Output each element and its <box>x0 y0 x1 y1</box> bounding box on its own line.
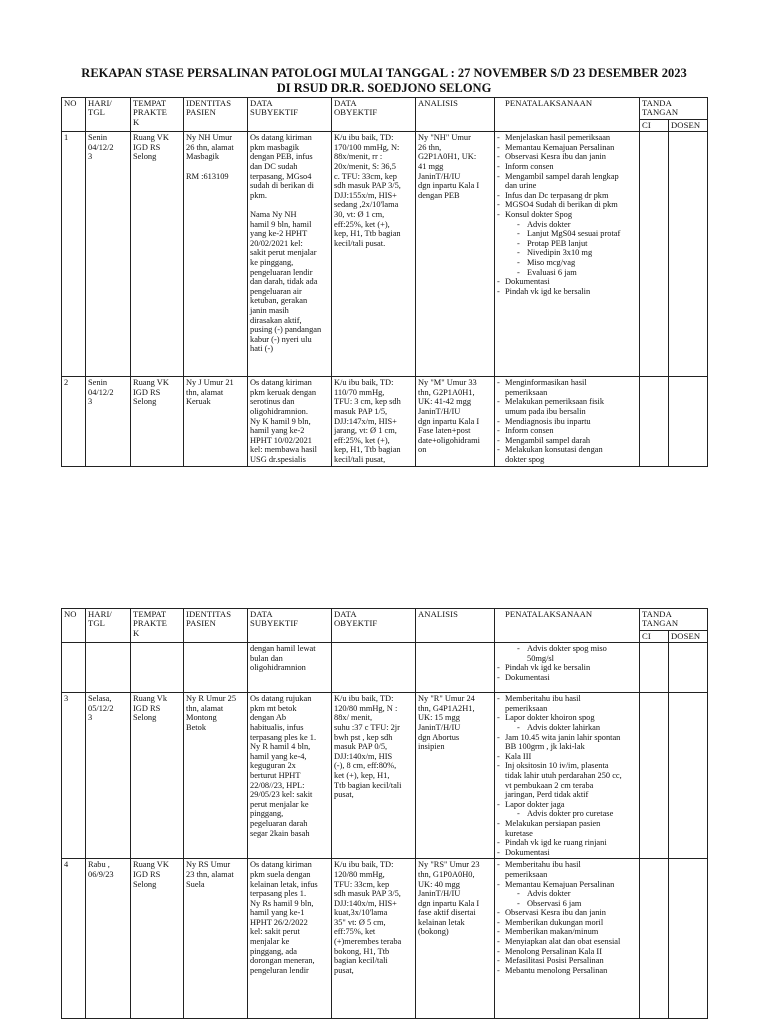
rekapan-table-page-1 <box>61 97 708 467</box>
cell-no <box>62 643 86 693</box>
plan-item: - Kala III <box>497 752 637 762</box>
cell-identitas: Ny NH Umur 26 thn, alamat Masbagik RM :613109 <box>184 132 248 377</box>
header-data-obyektif: DATA OBYEKTIF <box>332 98 416 132</box>
header-dosen: DOSEN <box>669 630 708 642</box>
plan-item: - Protap PEB lanjut <box>497 239 637 249</box>
cell-no: 3 <box>62 693 86 859</box>
cell-ci <box>640 643 669 693</box>
plan-item: - Mebantu menolong Persalinan <box>497 966 637 976</box>
plan-item: - Advis dokter pro curetase <box>497 809 637 819</box>
header-hari-tgl: HARI/ TGL <box>86 98 131 132</box>
cell-tempat: Ruang VK IGD RS Selong <box>131 859 184 1019</box>
cell-identitas: Ny RS Umur 23 thn, alamat Suela <box>184 859 248 1019</box>
plan-item: - Observasi Kesra ibu dan janin <box>497 152 637 162</box>
cell-no: 4 <box>62 859 86 1019</box>
cell-obyektif: K/u ibu baik, TD: 120/80 mmHg, TFU: 33cm, kep sdh masuk PAP 3/5, DJJ:140x/m, HIS+ kuat,3x/10'lama 35" vt: Ø 5 cm, eff:75%, ket (+)merembes teraba bokong, H1, Ttb bagian kecil/tali pusat, <box>332 859 416 1019</box>
plan-item: - Lapor dokter khoiron spog <box>497 713 637 723</box>
header-no: NO <box>62 98 86 132</box>
plan-item: - Memberitahu ibu hasil pemeriksaan <box>497 860 637 879</box>
cell-dosen <box>669 693 708 859</box>
cell-penatalaksanaan <box>495 132 640 377</box>
header-data-subyektif: DATA SUBYEKTIF <box>248 609 332 643</box>
cell-tempat: Ruang VK IGD RS Selong <box>131 377 184 466</box>
plan-item: - Melakukan konsutasi dengan dokter spog <box>497 445 637 464</box>
plan-item: - Advis dokter lahirkan <box>497 723 637 733</box>
plan-item: - Mengambil sampel darah <box>497 436 637 446</box>
cell-obyektif: K/u ibu baik, TD: 170/100 mmHg, N: 88x/menit, rr : 20x/menit, S: 36,5 c. TFU: 33cm, kep sdh masuk PAP 3/5, DJJ:155x/m, HIS+ sedang ,2x/10'lama 30, vt: Ø 1 cm, eff:25%, ket (+), kep, H1, Ttb bagian kecil/tali pusat. <box>332 132 416 377</box>
plan-item: - Lapor dokter jaga <box>497 800 637 810</box>
cell-analisis: Ny "NH" Umur 26 thn, G2P1A0H1, UK: 41 mgg JaninT/H/IU dgn inpartu Kala I dengan PEB <box>416 132 495 377</box>
plan-item: - Infus dan Dc terpasang dr pkm <box>497 191 637 201</box>
plan-item: - Advis dokter <box>497 220 637 230</box>
table-row <box>62 132 708 377</box>
plan-item: - Mengambil sampel darah lengkap dan urine <box>497 172 637 191</box>
cell-dosen <box>669 132 708 377</box>
cell-hari-tgl: Senin 04/12/2 3 <box>86 377 131 466</box>
header-hari-tgl: HARI/ TGL <box>86 609 131 643</box>
cell-subyektif: Os datang kiriman pkm keruak dengan serotinus dan oligohidramnion. Ny K hamil 9 bln, hamil yang ke-2 HPHT 10/02/2021 kel: membawa hasil USG dr.spesialis <box>248 377 332 466</box>
cell-subyektif: Os datang kiriman pkm suela dengan kelainan letak, infus terpasang ples 1. Ny Rs hamil 9 bln, hamil yang ke-1 HPHT 26/2/2022 kel: sakit perut menjalar ke pinggang, ada dorongan meneran, pengeluran lendir <box>248 859 332 1019</box>
header-identitas-pasien: IDENTITAS PASIEN <box>184 98 248 132</box>
cell-ci <box>640 377 669 466</box>
plan-item: - Evaluasi 6 jam <box>497 268 637 278</box>
cell-identitas: Ny J Umur 21 thn, alamat Keruak <box>184 377 248 466</box>
header-tanda-tangan: TANDA TANGAN <box>640 609 708 631</box>
cell-dosen <box>669 643 708 693</box>
plan-item: - Inform consen <box>497 162 637 172</box>
plan-list <box>497 860 637 975</box>
plan-item: - Pindah vk igd ke bersalin <box>497 287 637 297</box>
header-dosen: DOSEN <box>669 119 708 131</box>
cell-identitas: Ny R Umur 25 thn, alamat Montong Betok <box>184 693 248 859</box>
header-no: NO <box>62 609 86 643</box>
plan-item: - Mefasilitasi Posisi Persalinan <box>497 956 637 966</box>
header-tempat-praktek: TEMPAT PRAKTE K <box>131 609 184 643</box>
plan-item: - Konsul dokter Spog <box>497 210 637 220</box>
plan-item: - Menyiapkan alat dan obat esensial <box>497 937 637 947</box>
cell-tempat <box>131 643 184 693</box>
plan-list <box>497 644 637 682</box>
cell-ci <box>640 132 669 377</box>
plan-item: - Dokumentasi <box>497 673 637 683</box>
cell-subyektif: Os datang kiriman pkm masbagik dengan PEB, infus dan DC sudah terpasang, MGso4 sudah di berikan di pkm. Nama Ny NH hamil 9 bln, hamil yang ke-2 HPHT 20/02/2021 kel: sakit perut menjalar ke pinggang, pengeluaran lendir dan darah, tidak ada pengeluaran air ketuban, gerakan janin masih dirasakan aktif, pusing (-) pandangan kabur (-) nyeri ulu hati (-) <box>248 132 332 377</box>
table-row-continued <box>62 643 708 693</box>
cell-tempat: Ruang VK IGD RS Selong <box>131 132 184 377</box>
cell-hari-tgl: Rabu , 06/9/23 <box>86 859 131 1019</box>
cell-penatalaksanaan <box>495 377 640 466</box>
header-ci: CI <box>640 119 669 131</box>
plan-item: - Inform consen <box>497 426 637 436</box>
cell-analisis: Ny "RS" Umur 23 thn, G1P0A0H0, UK: 40 mgg JaninT/H/IU dgn inpartu Kala I fase aktif disertai kelainan letak (bokong) <box>416 859 495 1019</box>
plan-item: - Jam 10.45 wita janin lahir spontan BB 100grm , jk laki-lak <box>497 733 637 752</box>
cell-obyektif <box>332 643 416 693</box>
cell-analisis <box>416 643 495 693</box>
cell-analisis: Ny "R" Umur 24 thn, G4P1A2H1, UK: 15 mgg JaninT/H/IU dgn Abortus insipien <box>416 693 495 859</box>
document-subtitle: DI RSUD DR.R. SOEDJONO SELONG <box>276 81 492 95</box>
plan-item: - MGSO4 Sudah di berikan di pkm <box>497 200 637 210</box>
cell-obyektif: K/u ibu baik, TD: 120/80 mmHg, N : 88x/ menit, suhu :37 c TFU: 2jr bwh pst , kep sdh masuk PAP 0/5, DJJ:140x/m, HIS (-), 8 cm, eff:80%, ket (+), kep, H1, Ttb bagian kecil/tali pusat, <box>332 693 416 859</box>
cell-identitas <box>184 643 248 693</box>
header-tanda-tangan: TANDA TANGAN <box>640 98 708 120</box>
table-row <box>62 377 708 466</box>
cell-obyektif: K/u ibu baik, TD: 110/70 mmHg, TFU: 3 cm, kep sdh masuk PAP 1/5, DJJ:147x/m, HIS+ jarang, vt: Ø 1 cm, eff:25%, ket (+), kep, H1, Ttb bagian kecil/tali pusat, <box>332 377 416 466</box>
cell-no: 1 <box>62 132 86 377</box>
plan-item: - Lanjut MgS04 sesuai protaf <box>497 229 637 239</box>
plan-item: - Menginformasikan hasil pemeriksaan <box>497 378 637 397</box>
cell-dosen <box>669 859 708 1019</box>
cell-tempat: Ruang Vk IGD RS Selong <box>131 693 184 859</box>
plan-item: - Advis dokter <box>497 889 637 899</box>
plan-item: - Memantau Kemajuan Persalinan <box>497 880 637 890</box>
plan-item: - Nivedipin 3x10 mg <box>497 248 637 258</box>
cell-subyektif: dengan hamil lewat bulan dan oligohidramnion <box>248 643 332 693</box>
document-title: REKAPAN STASE PERSALINAN PATOLOGI MULAI TANGGAL : 27 NOVEMBER S/D 23 DESEMBER 2023 <box>81 66 687 80</box>
plan-item: - Menjelaskan hasil pemeriksaan <box>497 133 637 143</box>
header-ci: CI <box>640 630 669 642</box>
header-analisis: ANALISIS <box>416 609 495 643</box>
plan-list <box>497 378 637 464</box>
cell-hari-tgl <box>86 643 131 693</box>
header-penatalaksanaan: PENATALAKSANAAN <box>495 98 640 132</box>
cell-hari-tgl: Senin 04/12/2 3 <box>86 132 131 377</box>
plan-item: - Menolong Persalinan Kala II <box>497 947 637 957</box>
plan-item: - Inj oksitosin 10 iv/im, plasenta tidak lahir utuh perdarahan 250 cc, vt pembukaan 2 cm teraba jaringan, Perd tidak aktif <box>497 761 637 799</box>
header-analisis: ANALISIS <box>416 98 495 132</box>
cell-no: 2 <box>62 377 86 466</box>
header-data-obyektif: DATA OBYEKTIF <box>332 609 416 643</box>
header-tempat-praktek: TEMPAT PRAKTE K <box>131 98 184 132</box>
plan-item: - Memantau Kemajuan Persalinan <box>497 143 637 153</box>
plan-item: - Observasi Kesra ibu dan janin <box>497 908 637 918</box>
plan-item: - Observasi 6 jam <box>497 899 637 909</box>
header-data-subyektif: DATA SUBYEKTIF <box>248 98 332 132</box>
plan-item: - Dokumentasi <box>497 277 637 287</box>
plan-item: - Pindah vk igd ke ruang rinjani <box>497 838 637 848</box>
cell-subyektif: Os datang rujukan pkm mt betok dengan Ab habitualis, infus terpasang ples ke 1. Ny R hamil 4 bln, hamil yang ke-4, keguguran 2x berturut HPHT 22/08//23, HPL: 29/05/23 kel: sakit perut menjalar ke pinggang, pegeluaran darah segar 2kain basah <box>248 693 332 859</box>
plan-item: - Melakukan pemeriksaan fisik umum pada ibu bersalin <box>497 397 637 416</box>
plan-item: - Mendiagnosis ibu inpartu <box>497 417 637 427</box>
plan-item: - Advis dokter spog miso 50mg/sl <box>497 644 637 663</box>
plan-list <box>497 133 637 296</box>
cell-penatalaksanaan <box>495 859 640 1019</box>
plan-item: - Melakukan persiapan pasien kuretase <box>497 819 637 838</box>
cell-hari-tgl: Selasa, 05/12/2 3 <box>86 693 131 859</box>
table-row <box>62 859 708 1019</box>
table-row <box>62 693 708 859</box>
cell-penatalaksanaan <box>495 693 640 859</box>
plan-list <box>497 694 637 857</box>
header-identitas-pasien: IDENTITAS PASIEN <box>184 609 248 643</box>
cell-ci <box>640 859 669 1019</box>
plan-item: - Pindah vk igd ke bersalin <box>497 663 637 673</box>
header-penatalaksanaan: PENATALAKSANAAN <box>495 609 640 643</box>
cell-ci <box>640 693 669 859</box>
plan-item: - Dokumentasi <box>497 848 637 858</box>
plan-item: - Miso mcg/vag <box>497 258 637 268</box>
cell-penatalaksanaan <box>495 643 640 693</box>
rekapan-table-page-2 <box>61 608 708 1019</box>
plan-item: - Memberitahu ibu hasil pemeriksaan <box>497 694 637 713</box>
cell-analisis: Ny "M" Umur 33 thn, G2P1A0H1, UK: 41-42 mgg JaninT/H/IU dgn inpartu Kala I Fase laten+post date+oligohidrami on <box>416 377 495 466</box>
plan-item: - Memberikan makan/minum <box>497 927 637 937</box>
plan-item: - Memberikan dukungan moril <box>497 918 637 928</box>
cell-dosen <box>669 377 708 466</box>
